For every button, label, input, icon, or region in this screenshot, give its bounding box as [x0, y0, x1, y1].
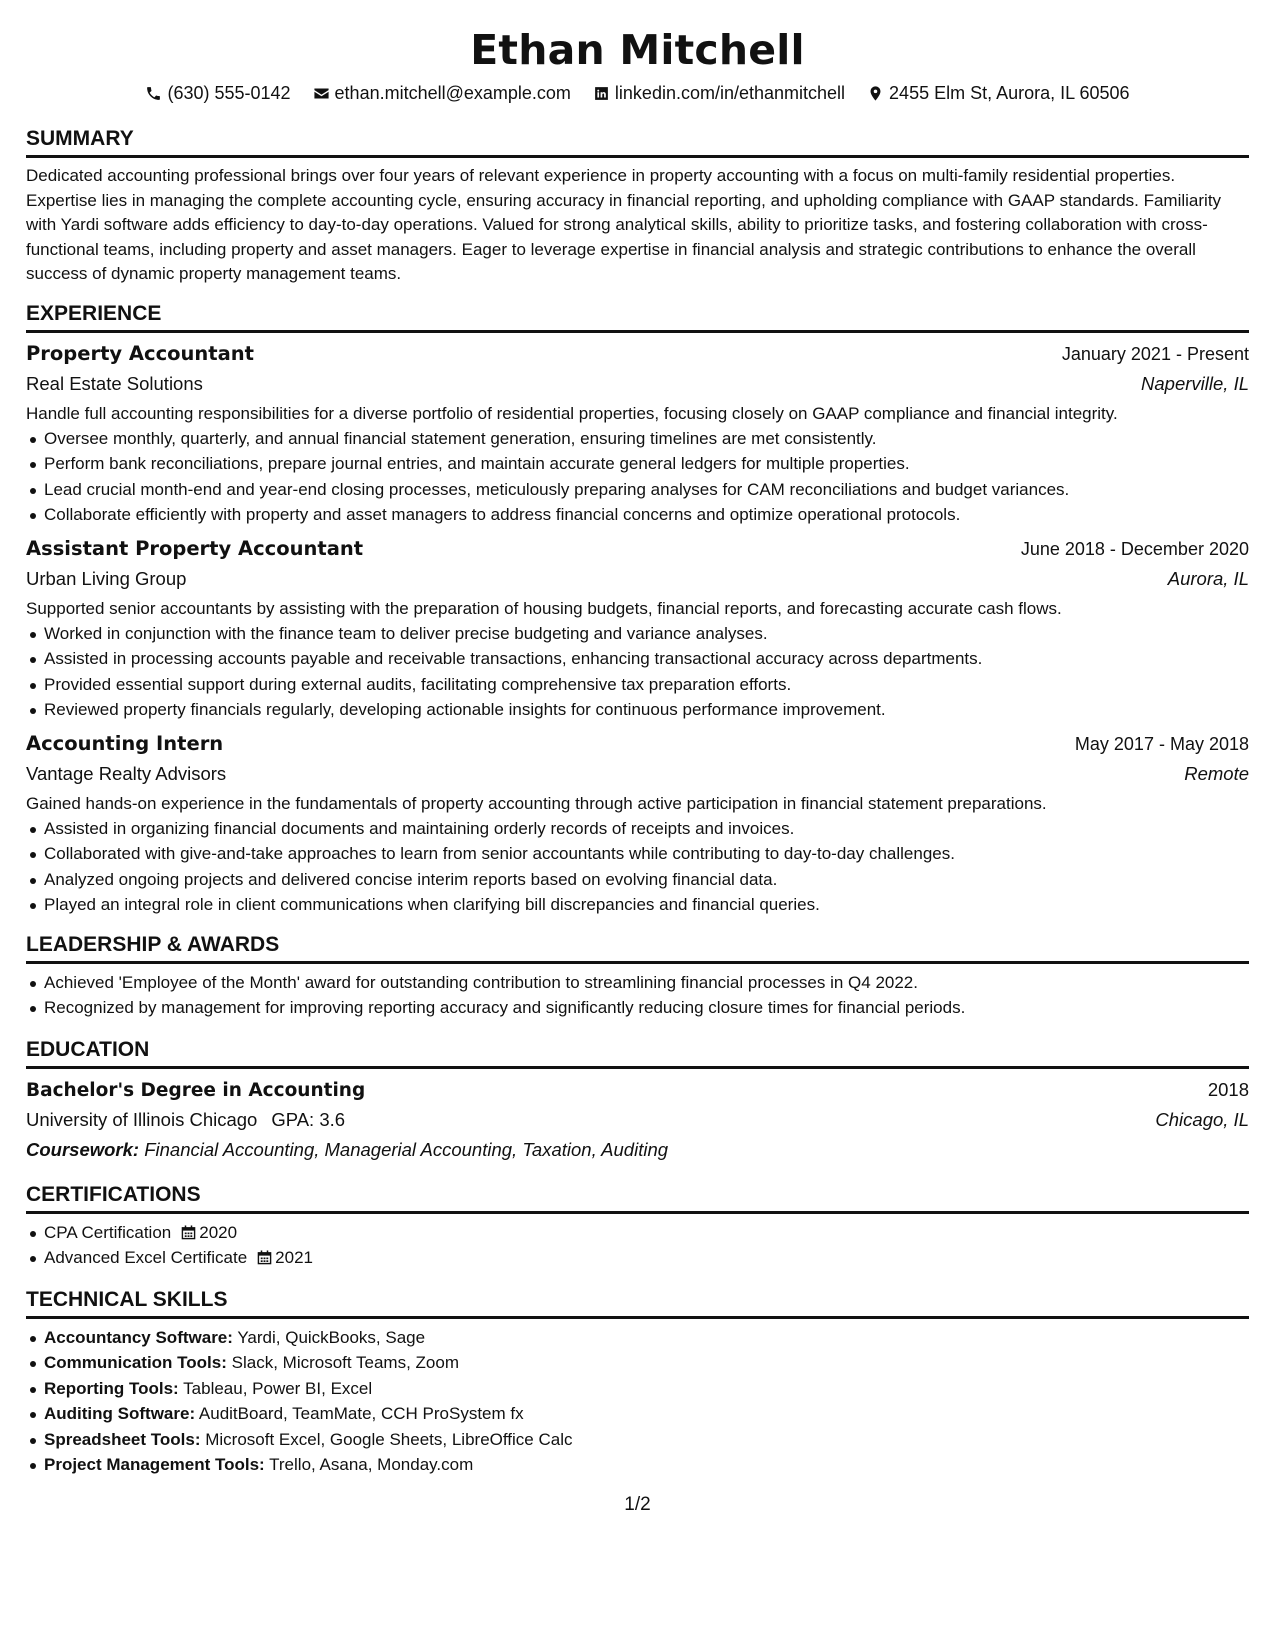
list-item [44, 1427, 1249, 1453]
list-item [44, 1452, 1249, 1478]
list-item: Achieved 'Employee of the Month' award for outstanding contribution to streamlining financial processes in Q4 2022. [44, 970, 1249, 996]
job-title: Property Accountant [26, 341, 254, 365]
list-item: Perform bank reconciliations, prepare journal entries, and maintain accurate general ledgers for multiple properties. [44, 451, 1249, 477]
skills-list [26, 1325, 1249, 1478]
list-item: Analyzed ongoing projects and delivered concise interim reports based on evolving financial data. [44, 867, 1249, 893]
phone-text: (630) 555-0142 [167, 83, 291, 103]
skill-label: Accountancy Software: [44, 1327, 233, 1347]
list-item: Lead crucial month-end and year-end closing processes, meticulously preparing analyses for CAM reconciliations and budget variances. [44, 477, 1249, 503]
skill-value: AuditBoard, TeamMate, CCH ProSystem fx [198, 1404, 524, 1423]
cert-name: Advanced Excel Certificate [44, 1248, 248, 1267]
job-company: Urban Living Group [26, 567, 187, 589]
job-entry [26, 534, 1249, 723]
coursework-line [26, 1135, 1249, 1164]
list-item [44, 1220, 1249, 1246]
job-dates: June 2018 - December 2020 [1020, 538, 1249, 559]
list-item: Oversee monthly, quarterly, and annual financial statement generation, ensuring timelines are met consistently. [44, 426, 1249, 452]
job-dates: May 2017 - May 2018 [1074, 733, 1249, 754]
skill-value: Slack, Microsoft Teams, Zoom [231, 1353, 459, 1372]
candidate-name: Ethan Mitchell [470, 26, 805, 74]
job-bullets [26, 816, 1249, 918]
job-dates: January 2021 - Present [1061, 343, 1249, 364]
list-item: Assisted in organizing financial documents and maintaining orderly records of receipts and invoices. [44, 816, 1249, 842]
list-item [44, 1376, 1249, 1402]
envelope-icon [313, 85, 330, 102]
skill-value: Tableau, Power BI, Excel [183, 1378, 373, 1398]
calendar-icon [181, 1225, 196, 1240]
coursework-text: Financial Accounting, Managerial Accounting, Taxation, Auditing [144, 1138, 669, 1160]
skill-label: Spreadsheet Tools: [44, 1429, 201, 1449]
list-item: Assisted in processing accounts payable and receivable transactions, enhancing transactional accuracy across departments. [44, 646, 1249, 672]
list-item: Collaborate efficiently with property and asset managers to address financial concerns and optimize operational protocols. [44, 502, 1249, 528]
experience-section [26, 301, 1249, 918]
awards-list [26, 970, 1249, 1021]
address-text: 2455 Elm St, Aurora, IL 60506 [889, 83, 1130, 103]
skill-value: Yardi, QuickBooks, Sage [237, 1327, 426, 1347]
map-pin-icon [867, 85, 884, 102]
experience-heading: EXPERIENCE [26, 301, 1249, 333]
contact-email[interactable] [313, 80, 571, 106]
summary-text: Dedicated accounting professional brings over four years of relevant experience in property accounting with a focus on multi-family residential properties. Expertise lies in managing the complete accounting cycle, ensuring accuracy in financial reporting, and upholding compliance with GAAP standards. Familiarity with Yardi software adds efficiency to day-to-day operations. Valued for strong analytical skills, ability to prioritize tasks, and fostering collaboration with cross-functional teams, including property and asset managers. Eager to leverage expertise in financial analysis and strategic contributions to enhance the overall success of dynamic property management teams. [26, 166, 1222, 283]
school-line [26, 1105, 345, 1134]
contact-phone[interactable] [145, 80, 290, 106]
list-item: Worked in conjunction with the finance team to deliver precise budgeting and variance analyses. [44, 621, 1249, 647]
awards-heading: LEADERSHIP & AWARDS [26, 932, 1249, 964]
list-item [44, 1350, 1249, 1376]
skill-label: Project Management Tools: [44, 1455, 265, 1474]
job-company: Vantage Realty Advisors [26, 762, 227, 784]
skills-section [26, 1287, 1249, 1478]
list-item: Played an integral role in client communications when clarifying bill discrepancies and financial queries. [44, 892, 1249, 918]
skill-label: Communication Tools: [44, 1353, 227, 1372]
list-item [44, 1325, 1249, 1351]
school-name: University of Illinois Chicago [26, 1108, 258, 1130]
job-company: Real Estate Solutions [26, 372, 203, 394]
awards-section [26, 932, 1249, 1021]
certifications-list [26, 1220, 1249, 1271]
list-item [44, 1401, 1249, 1427]
job-location: Remote [1184, 762, 1249, 784]
job-bullets [26, 426, 1249, 528]
email-text: ethan.mitchell@example.com [334, 83, 571, 103]
linkedin-icon [593, 85, 610, 102]
job-location: Aurora, IL [1167, 567, 1249, 589]
job-entry [26, 339, 1249, 528]
school-location: Chicago, IL [1155, 1108, 1249, 1130]
skill-label: Auditing Software: [44, 1404, 196, 1423]
education-heading: EDUCATION [26, 1037, 1249, 1069]
list-item: Collaborated with give-and-take approaches to learn from senior accountants while contributing to day-to-day challenges. [44, 841, 1249, 867]
summary-section [26, 126, 1249, 287]
cert-name: CPA Certification [44, 1222, 172, 1242]
job-description: Supported senior accountants by assisting with the preparation of housing budgets, financial reports, and forecasting accurate cash flows. [26, 598, 1062, 618]
contact-linkedin[interactable] [593, 80, 845, 106]
certifications-section [26, 1182, 1249, 1271]
page-number: 1/2 [624, 1494, 651, 1515]
job-title: Accounting Intern [26, 731, 224, 755]
gpa: GPA: 3.6 [271, 1108, 346, 1130]
job-location: Naperville, IL [1141, 372, 1249, 394]
job-entry [26, 729, 1249, 918]
skill-value: Microsoft Excel, Google Sheets, LibreOffice Calc [205, 1429, 573, 1449]
job-description: Gained hands-on experience in the fundamentals of property accounting through active participation in financial statement preparations. [26, 793, 1047, 813]
list-item: Reviewed property financials regularly, developing actionable insights for continuous performance improvement. [44, 697, 1249, 723]
skills-heading: TECHNICAL SKILLS [26, 1287, 1249, 1319]
graduation-year: 2018 [1207, 1078, 1249, 1100]
job-title: Assistant Property Accountant [26, 536, 364, 560]
summary-heading: SUMMARY [26, 126, 1249, 158]
job-description: Handle full accounting responsibilities for a diverse portfolio of residential properties, focusing closely on GAAP compliance and financial integrity. [26, 403, 1118, 423]
list-item [44, 1245, 1249, 1271]
degree-title: Bachelor's Degree in Accounting [26, 1079, 366, 1101]
calendar-icon [257, 1250, 272, 1265]
cert-year: 2021 [275, 1248, 313, 1267]
linkedin-text: linkedin.com/in/ethanmitchell [614, 83, 846, 103]
coursework-label: Coursework: [26, 1138, 140, 1160]
contact-address [867, 80, 1130, 106]
skill-label: Reporting Tools: [44, 1378, 179, 1398]
phone-icon [145, 85, 162, 102]
contact-bar [26, 80, 1249, 106]
job-bullets [26, 621, 1249, 723]
list-item: Provided essential support during external audits, facilitating comprehensive tax preparation efforts. [44, 672, 1249, 698]
list-item: Recognized by management for improving reporting accuracy and significantly reducing closure times for financial periods. [44, 995, 1249, 1021]
cert-year: 2020 [199, 1222, 238, 1242]
certifications-heading: CERTIFICATIONS [26, 1182, 1249, 1214]
skill-value: Trello, Asana, Monday.com [269, 1455, 474, 1474]
education-section [26, 1037, 1249, 1164]
